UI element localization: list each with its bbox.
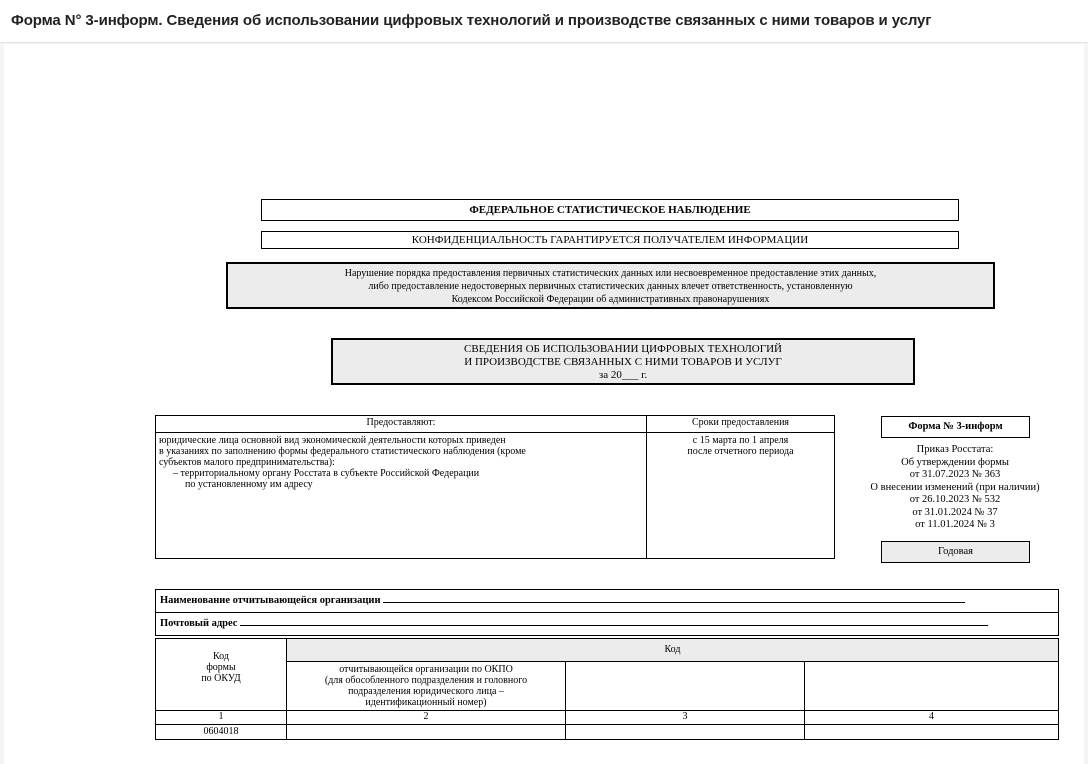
order-line: от 26.10.2023 № 532 (909, 494, 1001, 505)
code-col-3-value[interactable] (566, 725, 805, 740)
organization-table (155, 589, 1059, 636)
submitters-bullet-cont: по установленному им адресу (185, 479, 313, 490)
col-number: 2 (287, 711, 566, 725)
page-title: Форма N° 3-информ. Сведения об использовании цифровых технологий и производстве связанных с ними товаров и услуг (11, 12, 932, 29)
address-row (156, 613, 1059, 636)
submitters-bullet: – территориальному органу Росстата в субъекте Российской Федерации (173, 468, 480, 479)
legal-warning (226, 262, 995, 309)
address-label: Почтовый адрес (160, 618, 238, 629)
deadline-line: с 15 марта по 1 апреля (692, 435, 789, 446)
order-line: от 31.01.2024 № 37 (912, 506, 998, 518)
code-col-4-value[interactable] (805, 725, 1059, 740)
rosstat-order (844, 444, 1066, 532)
okud-header-line: формы (206, 662, 236, 673)
codes-table (155, 638, 1059, 740)
submitters-line: юридические лица основной вид экономической деятельности которых приведен (159, 435, 506, 446)
form-number-badge: Форма № 3-информ (881, 416, 1030, 438)
warning-line: либо предоставление недостоверных первичных статистических данных влечет ответственность, установленную (368, 281, 853, 292)
submitters-line: в указаниях по заполнению формы федерального статистического наблюдения (кроме (159, 446, 526, 457)
col-number: 3 (566, 711, 805, 725)
okud-header-line: Код (213, 651, 229, 662)
form-document (4, 44, 1084, 764)
org-name-field-line[interactable] (383, 592, 965, 603)
order-line: О внесении изменений (при наличии) (870, 481, 1040, 493)
address-field-line[interactable] (240, 615, 988, 626)
submitters-line: субъектов малого предпринимательства): (159, 457, 335, 468)
okpo-header-line: (для обособленного подразделения и головного (324, 675, 528, 686)
order-line: Об утверждении формы (901, 456, 1009, 468)
submitters-table (155, 415, 835, 559)
deadline-line: после отчетного периода (687, 446, 794, 457)
order-line: от 11.01.2024 № 3 (915, 519, 995, 530)
col-number: 1 (156, 711, 287, 725)
form-title-line: за 20___ г. (598, 369, 648, 381)
deadline-cell (647, 433, 835, 559)
org-name-label: Наименование отчитывающейся организации (160, 595, 381, 606)
submitters-cell (156, 433, 647, 559)
col-number: 4 (805, 711, 1059, 725)
okpo-header-line: идентификационный номер) (365, 697, 487, 708)
form-title-line: СВЕДЕНИЯ ОБ ИСПОЛЬЗОВАНИИ ЦИФРОВЫХ ТЕХНОЛОГИЙ (464, 343, 782, 355)
code-col-3-header (566, 662, 805, 711)
order-line: от 31.07.2023 № 363 (909, 469, 1001, 480)
okpo-header-line: отчитывающейся организации по ОКПО (339, 664, 513, 675)
page-header (0, 0, 1088, 43)
org-name-row (156, 590, 1059, 613)
confidentiality-banner: КОНФИДЕНЦИАЛЬНОСТЬ ГАРАНТИРУЕТСЯ ПОЛУЧАТЕЛЕМ ИНФОРМАЦИИ (261, 231, 959, 249)
submitters-header: Предоставляют: (156, 416, 647, 433)
warning-line: Нарушение порядка предоставления первичных статистических данных или несвоевременное предоставление этих данных, (344, 268, 877, 279)
okud-value: 0604018 (156, 725, 287, 740)
code-col-4-header (805, 662, 1059, 711)
warning-line: Кодексом Российской Федерации об административных правонарушениях (451, 294, 770, 305)
okud-header (156, 639, 287, 711)
form-title-line: И ПРОИЗВОДСТВЕ СВЯЗАННЫХ С НИМИ ТОВАРОВ И УСЛУГ (464, 356, 782, 368)
deadline-header: Сроки предоставления (647, 416, 835, 433)
form-title-box (331, 338, 915, 385)
period-badge: Годовая (881, 541, 1030, 563)
okpo-header (287, 662, 566, 711)
code-header: Код (287, 639, 1059, 662)
federal-observation-banner: ФЕДЕРАЛЬНОЕ СТАТИСТИЧЕСКОЕ НАБЛЮДЕНИЕ (261, 199, 959, 221)
order-line: Приказ Росстата: (916, 444, 994, 455)
okud-header-line: по ОКУД (201, 673, 241, 684)
okpo-header-line: подразделения юридического лица – (348, 686, 504, 697)
okpo-value-cell[interactable] (287, 725, 566, 740)
